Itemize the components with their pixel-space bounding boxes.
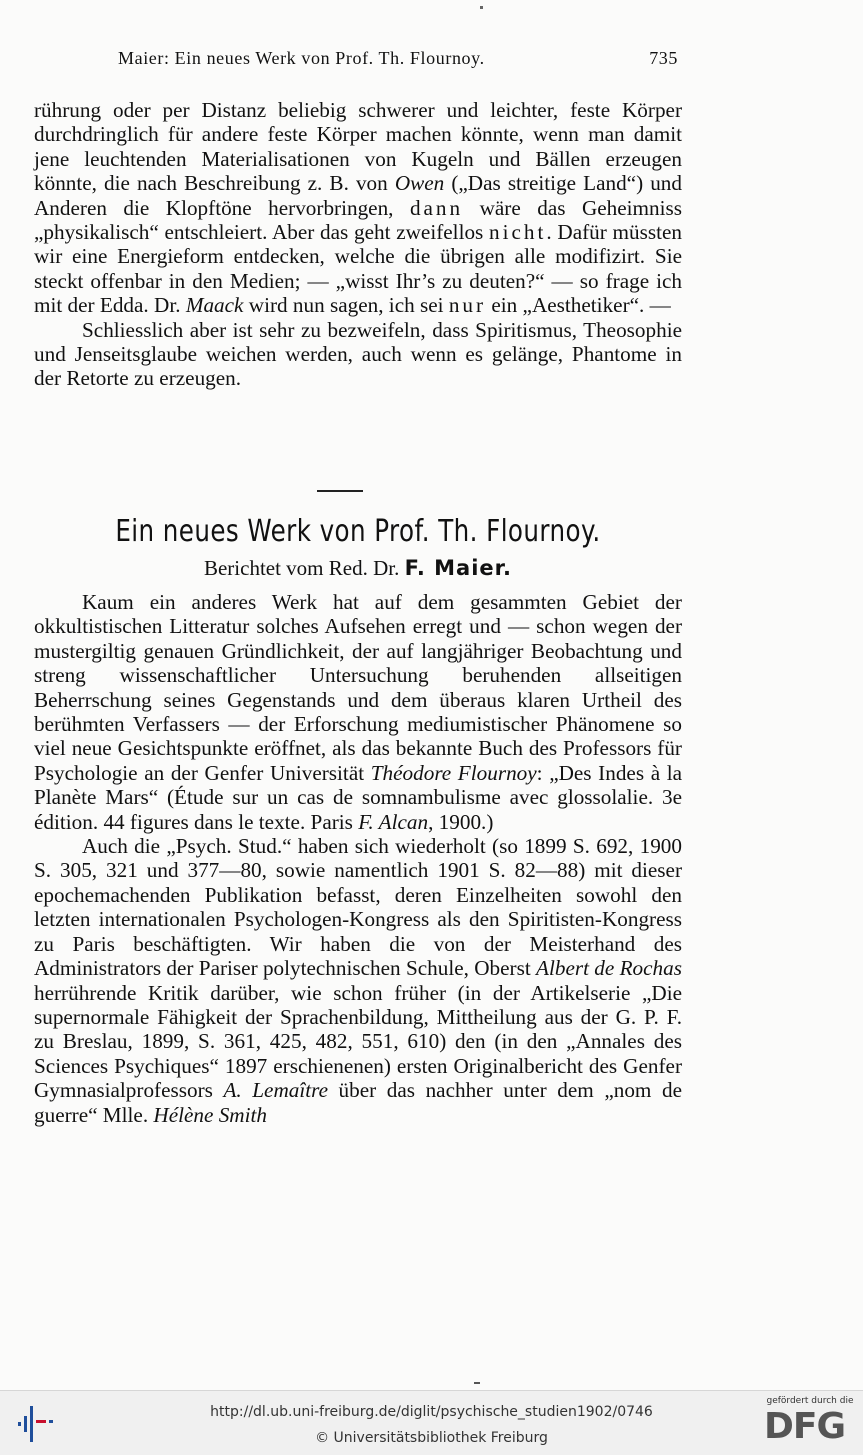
author-name: F. Maier. [404,556,513,580]
copyright-notice: © Universitätsbibliothek Freiburg [315,1430,548,1446]
paragraph: rührung oder per Distanz beliebig schwerer und leichter, feste Körper durchdringlich für andere feste Körper machen könnte, wenn man damit jene leuchtenden Materialisationen von Kugeln und Bällen erzeugen könnte, die nach Beschreibung z. B. von Owen („Das streitige Land“) und Anderen die Klopftöne hervorbringen, dann wäre das Geheimniss „physikalisch“ entschleiert. Aber das geht zweifellos nicht. Dafür müssten wir eine Energieform entdecken, welche die übrigen alle modifizirt. Sie steckt offenbar in den Medien; — „wisst Ihr’s zu deuten?“ — so frage ich mit der Edda. Dr. Maack wird nun sagen, ich sei nur ein „Aesthetiker“. — [34,98,682,318]
scan-speck [474,1382,480,1384]
page-number: 735 [649,48,678,68]
emphasis: nicht [489,220,547,245]
scan-speck [480,6,483,9]
person-name: Théodore Flournoy [370,760,537,785]
permalink-url[interactable]: http://dl.ub.uni-freiburg.de/diglit/psychische_studien1902/0746 [210,1404,653,1420]
emphasis: nur [448,293,487,318]
person-name: Maack [185,293,244,318]
byline: Berichtet vom Red. Dr. F. Maier. [203,556,513,580]
paragraph: Schliesslich aber ist sehr zu bezweifeln, dass Spiritismus, Theosophie und Jenseitsglaube weichen werden, auch wenn es gelänge, Phantome in der Retorte zu erzeugen. [34,317,682,391]
person-name: Owen [394,171,445,196]
running-header [34,48,682,76]
dfg-mark: DFG [764,1406,846,1447]
section-divider [317,490,363,492]
dfg-caption: gefördert durch die [766,1396,854,1406]
running-title: Maier: Ein neues Werk von Prof. Th. Flournoy. [118,48,485,68]
person-name: Hélène Smith [153,1102,267,1127]
article-body [34,590,682,1127]
previous-article-text [34,98,682,391]
paragraph: Kaum ein anderes Werk hat auf dem gesammten Gebiet der okkultistischen Litteratur solches Aufsehen erregt und — schon wegen der mustergiltig genauen Gründlichkeit, der auf langjähriger Beobachtung und streng wissenschaftlicher Untersuchung beruhenden allseitigen Beherrschung seines Gegenstands und dem überaus klaren Urtheil des berühmten Verfassers — der Erforschung mediumistischer Phänomene so viel neue Gesichtspunkte eröffnet, als das bekannte Buch des Professors für Psychologie an der Genfer Universität Théodore Flournoy: „Des Indes à la Planète Mars“ (Étude sur un cas de somnambulisme avec glossolalie. 3e édition. 44 figures dans le texte. Paris F. Alcan, 1900.) [34,590,683,834]
publisher-name: F. Alcan [358,809,429,834]
dfg-logo[interactable] [762,1396,858,1452]
person-name: A. Lemaître [223,1078,328,1103]
paragraph: Auch die „Psych. Stud.“ haben sich wiederholt (so 1899 S. 692, 1900 S. 305, 321 und 377—80, sowie namentlich 1901 S. 82—88) mit dieser epochemachenden Publikation befasst, deren Einzelheiten sowohl den letzten internationalen Psychologen-Kongress als den Spiritisten-Kongress zu Paris beschäftigten. Wir haben die von der Meisterhand des Administrators der Pariser polytechnischen Schule, Oberst Albert de Rochas herrührende Kritik darüber, wie schon früher (in der Artikelserie „Die supernormale Fähigkeit der Sprachenbildung, Mittheilung aus der G. P. F. zu Breslau, 1899, S. 361, 425, 482, 551, 610) den (in den „Annales des Sciences Psychiques“ 1897 erschienenen) ersten Originalbericht des Genfer Gymnasialprofessors A. Lemaître über das nachher unter dem „nom de guerre“ Mlle. Hélène Smith [34,834,682,1127]
emphasis: dann [409,195,464,220]
article-title: Ein neues Werk von Prof. Th. Flournoy. [115,514,601,549]
person-name: Albert de Rochas [536,956,682,981]
